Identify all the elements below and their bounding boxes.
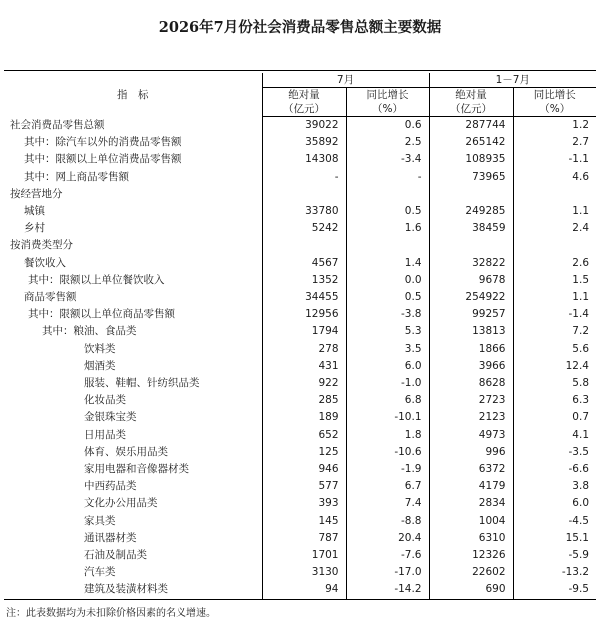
- month-absolute-cell: 285: [262, 392, 346, 409]
- month-absolute-cell: 946: [262, 461, 346, 478]
- table-row: [4, 358, 596, 375]
- row-label: 商品零售额: [24, 291, 77, 304]
- row-label: 金银珠宝类: [84, 411, 137, 424]
- row-label: 其中：限额以上单位商品零售额: [28, 308, 175, 321]
- ytd-absolute-cell: 4179: [429, 478, 513, 495]
- month-yoy-cell: 3.5: [346, 341, 429, 358]
- month-absolute-cell: 33780: [262, 203, 346, 220]
- month-abs-header: 绝对量: [262, 88, 346, 103]
- month-yoy-cell: -14.2: [346, 581, 429, 599]
- ytd-yoy-cell: 4.1: [513, 427, 596, 444]
- table-row: [4, 341, 596, 358]
- month-yoy-cell: 6.0: [346, 358, 429, 375]
- ytd-absolute-cell: 249285: [429, 203, 513, 220]
- month-absolute-cell: 12956: [262, 306, 346, 323]
- month-yoy-cell: 1.8: [346, 427, 429, 444]
- row-label: 化妆品类: [84, 394, 126, 407]
- table-row: [4, 427, 596, 444]
- ytd-absolute-cell: 690: [429, 581, 513, 599]
- ytd-absolute-cell: 73965: [429, 169, 513, 186]
- month-yoy-cell: -7.6: [346, 547, 429, 564]
- ytd-yoy-cell: 6.3: [513, 392, 596, 409]
- ytd-yoy-cell: -6.6: [513, 461, 596, 478]
- month-yoy-cell: 2.5: [346, 134, 429, 151]
- ytd-yoy-cell: 1.1: [513, 289, 596, 306]
- month-yoy-cell: 5.3: [346, 323, 429, 340]
- ytd-absolute-cell: 8628: [429, 375, 513, 392]
- row-label: 城镇: [24, 205, 45, 218]
- month-yoy-cell: 0.0: [346, 272, 429, 289]
- month-yoy-cell: [346, 237, 429, 254]
- month-absolute-cell: 35892: [262, 134, 346, 151]
- ytd-yoy-cell: 4.6: [513, 169, 596, 186]
- ytd-yoy-header: 同比增长: [513, 88, 596, 103]
- month-absolute-cell: 278: [262, 341, 346, 358]
- row-label: 社会消费品零售总额: [10, 118, 105, 131]
- ytd-absolute-cell: 32822: [429, 255, 513, 272]
- row-label: 按经营地分: [10, 187, 63, 200]
- month-absolute-cell: 4567: [262, 255, 346, 272]
- ytd-absolute-cell: 2834: [429, 495, 513, 512]
- month-absolute-cell: -: [262, 169, 346, 186]
- table-row: [4, 203, 596, 220]
- month-absolute-cell: 922: [262, 375, 346, 392]
- table-row: [4, 461, 596, 478]
- ytd-yoy-cell: -5.9: [513, 547, 596, 564]
- table-row: [4, 375, 596, 392]
- ytd-yoy-cell: -1.4: [513, 306, 596, 323]
- month-header: 7月: [262, 73, 429, 88]
- ytd-yoy-cell: -3.5: [513, 444, 596, 461]
- month-absolute-cell: 39022: [262, 117, 346, 135]
- ytd-absolute-cell: 265142: [429, 134, 513, 151]
- table-row: [4, 220, 596, 237]
- month-yoy-cell: -3.8: [346, 306, 429, 323]
- table-row: [4, 513, 596, 530]
- month-absolute-cell: 652: [262, 427, 346, 444]
- month-yoy-cell: -1.0: [346, 375, 429, 392]
- row-label: 乡村: [24, 222, 45, 235]
- table-row: [4, 237, 596, 254]
- month-yoy-cell: -17.0: [346, 564, 429, 581]
- table-row: [4, 564, 596, 581]
- table-row: [4, 495, 596, 512]
- ytd-yoy-cell: [513, 186, 596, 203]
- row-label: 家用电器和音像器材类: [84, 463, 189, 476]
- ytd-header: 1－7月: [429, 73, 596, 88]
- retail-sales-table: [4, 70, 596, 600]
- row-label: 日用品类: [84, 428, 126, 441]
- month-yoy-cell: 0.6: [346, 117, 429, 135]
- row-label: 按消费类型分: [10, 239, 73, 252]
- ytd-yoy-cell: 7.2: [513, 323, 596, 340]
- ytd-absolute-cell: 9678: [429, 272, 513, 289]
- ytd-absolute-cell: 4973: [429, 427, 513, 444]
- ytd-yoy-cell: 12.4: [513, 358, 596, 375]
- ytd-yoy-cell: 1.1: [513, 203, 596, 220]
- month-absolute-cell: 1352: [262, 272, 346, 289]
- month-yoy-cell: [346, 186, 429, 203]
- table-row: [4, 134, 596, 151]
- ytd-absolute-cell: 1866: [429, 341, 513, 358]
- ytd-absolute-cell: 2723: [429, 392, 513, 409]
- table-row: [4, 444, 596, 461]
- ytd-absolute-cell: 99257: [429, 306, 513, 323]
- month-yoy-cell: 1.4: [346, 255, 429, 272]
- month-absolute-cell: 189: [262, 409, 346, 426]
- row-label: 其中：限额以上单位餐饮收入: [28, 273, 165, 286]
- ytd-yoy-cell: 1.5: [513, 272, 596, 289]
- ytd-yoy-cell: 1.2: [513, 117, 596, 135]
- ytd-yoy-cell: 6.0: [513, 495, 596, 512]
- month-yoy-cell: 1.6: [346, 220, 429, 237]
- table-row: [4, 186, 596, 203]
- table-row: [4, 581, 596, 599]
- month-absolute-cell: 5242: [262, 220, 346, 237]
- ytd-yoy-cell: -13.2: [513, 564, 596, 581]
- month-absolute-cell: 1794: [262, 323, 346, 340]
- ytd-absolute-cell: 13813: [429, 323, 513, 340]
- row-label: 体育、娱乐用品类: [84, 445, 168, 458]
- row-label: 文化办公用品类: [84, 497, 158, 510]
- ytd-yoy-cell: -1.1: [513, 151, 596, 168]
- table-row: [4, 272, 596, 289]
- month-absolute-cell: 3130: [262, 564, 346, 581]
- month-absolute-cell: 14308: [262, 151, 346, 168]
- table-row: [4, 530, 596, 547]
- ytd-yoy-cell: -9.5: [513, 581, 596, 599]
- ytd-absolute-cell: 3966: [429, 358, 513, 375]
- ytd-absolute-cell: 12326: [429, 547, 513, 564]
- row-label: 其中：限额以上单位消费品零售额: [24, 153, 182, 166]
- ytd-absolute-cell: 108935: [429, 151, 513, 168]
- table-row: [4, 169, 596, 186]
- month-absolute-cell: 577: [262, 478, 346, 495]
- indicator-header: 指 标: [117, 88, 149, 101]
- table-row: [4, 151, 596, 168]
- month-yoy-unit: （%）: [346, 102, 429, 117]
- table-row: [4, 117, 596, 135]
- row-label: 其中：粮油、食品类: [42, 325, 137, 338]
- ytd-absolute-cell: [429, 237, 513, 254]
- table-row: [4, 306, 596, 323]
- table-row: [4, 409, 596, 426]
- month-yoy-cell: 6.8: [346, 392, 429, 409]
- ytd-absolute-cell: [429, 186, 513, 203]
- ytd-absolute-cell: 22602: [429, 564, 513, 581]
- row-label: 饮料类: [84, 342, 116, 355]
- month-absolute-cell: 393: [262, 495, 346, 512]
- row-label: 通讯器材类: [84, 531, 137, 544]
- month-absolute-cell: 145: [262, 513, 346, 530]
- table-row: [4, 392, 596, 409]
- row-label: 石油及制品类: [84, 549, 147, 562]
- table-row: [4, 289, 596, 306]
- month-abs-unit: （亿元）: [262, 102, 346, 117]
- month-absolute-cell: 431: [262, 358, 346, 375]
- month-yoy-header: 同比增长: [346, 88, 429, 103]
- month-yoy-cell: -10.6: [346, 444, 429, 461]
- page-title: 2026年7月份社会消费品零售总额主要数据: [158, 19, 442, 36]
- row-label: 服装、鞋帽、针纺织品类: [84, 377, 200, 390]
- month-yoy-cell: 0.5: [346, 203, 429, 220]
- ytd-yoy-cell: 2.4: [513, 220, 596, 237]
- table-row: [4, 323, 596, 340]
- table-row: [4, 255, 596, 272]
- month-yoy-cell: -10.1: [346, 409, 429, 426]
- month-yoy-cell: -1.9: [346, 461, 429, 478]
- ytd-absolute-cell: 38459: [429, 220, 513, 237]
- ytd-abs-unit: （亿元）: [429, 102, 513, 117]
- ytd-absolute-cell: 2123: [429, 409, 513, 426]
- ytd-abs-header: 绝对量: [429, 88, 513, 103]
- ytd-absolute-cell: 6372: [429, 461, 513, 478]
- ytd-yoy-cell: 5.8: [513, 375, 596, 392]
- month-absolute-cell: [262, 237, 346, 254]
- ytd-absolute-cell: 6310: [429, 530, 513, 547]
- month-yoy-cell: -8.8: [346, 513, 429, 530]
- table-row: [4, 478, 596, 495]
- month-yoy-cell: -3.4: [346, 151, 429, 168]
- month-absolute-cell: 1701: [262, 547, 346, 564]
- month-absolute-cell: 94: [262, 581, 346, 599]
- ytd-yoy-cell: 5.6: [513, 341, 596, 358]
- footnote: 注：此表数据均为未扣除价格因素的名义增速。: [6, 608, 216, 619]
- month-absolute-cell: [262, 186, 346, 203]
- month-yoy-cell: 0.5: [346, 289, 429, 306]
- month-absolute-cell: 125: [262, 444, 346, 461]
- ytd-yoy-cell: 2.6: [513, 255, 596, 272]
- row-label: 其中：除汽车以外的消费品零售额: [24, 136, 182, 149]
- month-yoy-cell: -: [346, 169, 429, 186]
- row-label: 餐饮收入: [24, 256, 66, 269]
- row-label: 汽车类: [84, 566, 116, 579]
- row-label: 烟酒类: [84, 359, 116, 372]
- ytd-yoy-cell: -4.5: [513, 513, 596, 530]
- ytd-absolute-cell: 1004: [429, 513, 513, 530]
- table-row: [4, 547, 596, 564]
- ytd-absolute-cell: 996: [429, 444, 513, 461]
- month-yoy-cell: 20.4: [346, 530, 429, 547]
- month-yoy-cell: 6.7: [346, 478, 429, 495]
- ytd-yoy-unit: （%）: [513, 102, 596, 117]
- ytd-absolute-cell: 287744: [429, 117, 513, 135]
- row-label: 中西药品类: [84, 480, 137, 493]
- ytd-yoy-cell: 0.7: [513, 409, 596, 426]
- month-absolute-cell: 34455: [262, 289, 346, 306]
- ytd-yoy-cell: [513, 237, 596, 254]
- month-yoy-cell: 7.4: [346, 495, 429, 512]
- row-label: 其中：网上商品零售额: [24, 170, 129, 183]
- row-label: 建筑及装潢材料类: [4, 581, 262, 599]
- ytd-absolute-cell: 254922: [429, 289, 513, 306]
- ytd-yoy-cell: 15.1: [513, 530, 596, 547]
- ytd-yoy-cell: 2.7: [513, 134, 596, 151]
- row-label: 家具类: [84, 514, 116, 527]
- month-absolute-cell: 787: [262, 530, 346, 547]
- ytd-yoy-cell: 3.8: [513, 478, 596, 495]
